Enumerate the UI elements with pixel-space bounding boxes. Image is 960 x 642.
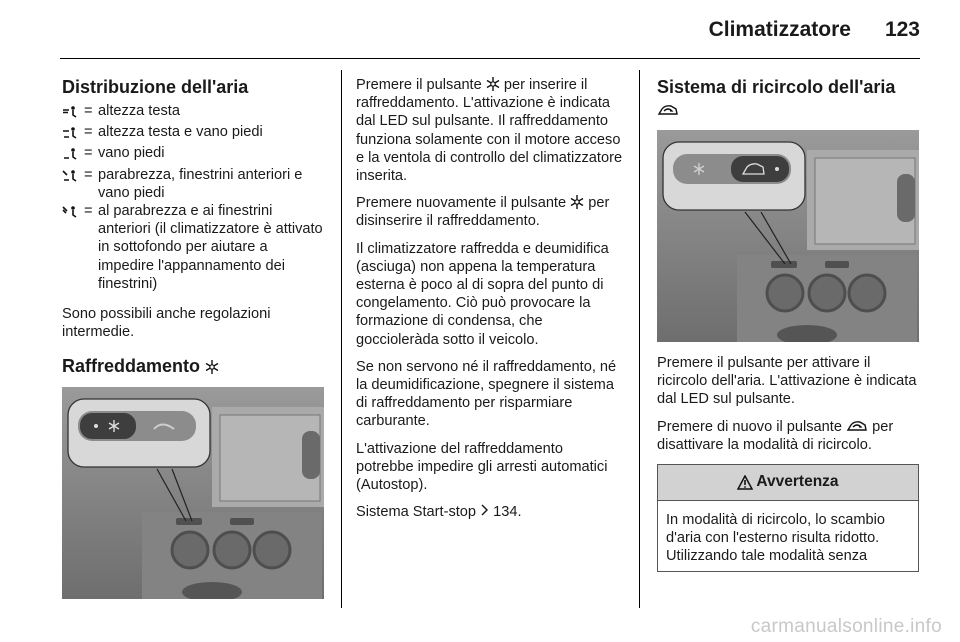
recirculation-heading [657,76,919,120]
save-fuel-text: Se non servono né il raffreddamento, né la deumidificazione, spegnere il sistema di raffreddamento per risparmiare carburante. [356,358,617,430]
header-rule [60,58,920,59]
air-distribution-heading: Distribuzione dell'aria [62,77,249,97]
air-head-feet-icon [62,123,84,144]
warning-header [658,465,918,501]
distribution-item [62,202,324,293]
start-stop-reference: Sistema Start-stop 134. [356,504,522,521]
recirculation-button-photo [657,130,919,342]
distribution-text: altezza testa e vano piedi [98,124,263,141]
equals-sign: = [84,203,93,220]
distribution-item [62,123,324,144]
equals-sign: = [84,103,93,119]
distribution-text: vano piedi [98,145,165,162]
cooling-off-text: Premere nuovamente il pulsante per disinserire il raffreddamento. [356,195,610,230]
equals-sign: = [84,166,93,183]
column-1 [62,76,324,599]
equals-sign: = [84,145,93,162]
distribution-item [62,102,324,123]
warning-triangle-icon [737,475,753,490]
page-number: 123 [884,18,920,41]
distribution-text: altezza testa [98,103,180,119]
dehumidify-text: Il climatizzatore raffredda e deumidifica (asciuga) non appena la temperatura esterna è poco al di sopra del punto di congelamento. Ciò può provocare la formazione di condensa, che goccioleràda sotto il veicolo. [356,240,609,348]
column-3 [657,76,919,572]
distribution-item [62,166,324,202]
warning-box [657,464,919,572]
air-feet-icon [62,144,84,165]
recirculation-on-text: Premere il pulsante per attivare il ricircolo dell'aria. L'attivazione è indicata dal LED sul pulsante. [657,355,917,408]
cooling-heading-text: Raffreddamento [62,356,201,377]
intermediate-settings-text: Sono possibili anche regolazioni intermedie. [62,306,271,341]
autostop-text: L'attivazione del raffreddamento potrebbe impedire gli arresti automatici (Autostop). [356,440,608,494]
warning-title: Avvertenza [756,473,839,491]
cooling-button-photo [62,387,324,599]
distribution-text: parabrezza, finestrini anteriori e vano piedi [98,166,303,201]
cooling-heading [62,355,324,377]
snowflake-icon [486,77,500,91]
column-divider-1 [341,70,342,608]
page-ref-icon [480,504,493,520]
distribution-text: al parabrezza e ai finestrini anteriori (il climatizzatore è attivato in sottofondo per aiutare a impedire l'appannamento dei finestrini) [98,203,323,292]
recirculation-off-text: Premere di nuovo il pulsante per disattivare la modalità di ricircolo. [657,418,894,453]
air-windscreen-feet-icon [62,166,84,202]
recirculation-icon [657,99,679,111]
air-windscreen-icon [62,202,84,293]
cooling-on-text: Premere il pulsante per inserire il raffreddamento. L'attivazione è indicata dal LED sul pulsante. Il raffreddamento funziona solamente con il motore acceso e la ventola di controllo del climatizzatore inserita. [356,77,623,185]
page-ref-link[interactable]: 134. [493,504,522,521]
recirculation-icon [846,419,868,431]
watermark: carmanualsonline.info [750,616,942,637]
page-header [709,18,920,48]
recirculation-heading-text: Sistema di ricircolo dell'aria [657,77,896,97]
snowflake-icon [570,195,584,209]
equals-sign: = [84,124,93,141]
air-head-icon [62,102,84,123]
snowflake-icon [205,357,219,371]
page-title: Climatizzatore [708,18,851,41]
column-2 [356,76,624,530]
warning-text: In modalità di ricircolo, lo scambio d'aria con l'esterno risulta ridotto. Utilizzando tale modalità senza [666,512,885,565]
distribution-item [62,144,324,165]
column-divider-2 [639,70,640,608]
